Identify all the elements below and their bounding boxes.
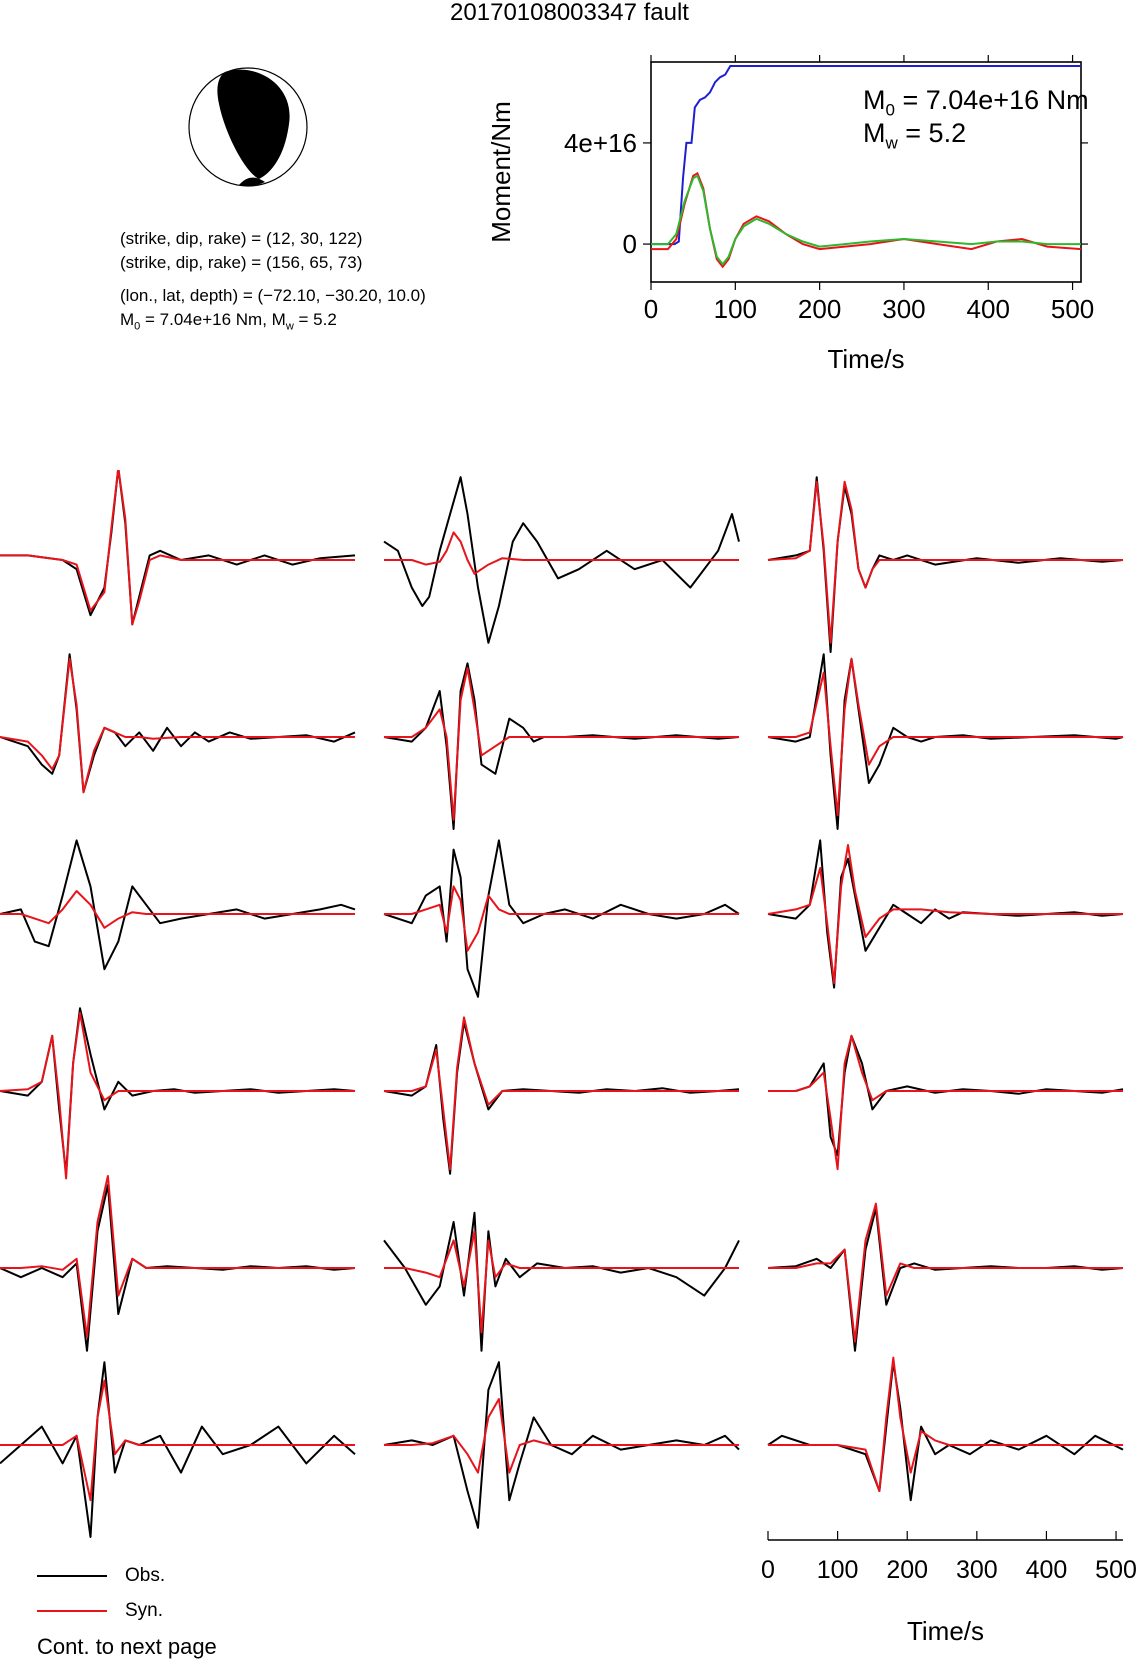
synthetic-trace xyxy=(384,1231,739,1332)
moment-series-rate xyxy=(651,176,1081,264)
nodal-plane-2: (strike, dip, rake) = (156, 65, 73) xyxy=(120,253,363,272)
moment-annotation-value: = 7.04e+16 Nm xyxy=(894,85,1089,115)
synthetic-trace xyxy=(0,1176,355,1337)
hypocenter: (lon., lat, depth) = (−72.10, −30.20, 10.0) xyxy=(120,286,426,305)
legend-syn-line xyxy=(37,1610,107,1612)
synthetic-trace xyxy=(768,1204,1123,1342)
observed-trace xyxy=(0,470,355,624)
legend-obs-line xyxy=(37,1575,107,1577)
observed-trace xyxy=(384,840,739,996)
magnitude-annotation-sub: w xyxy=(885,133,898,153)
y-axis-label: Moment/Nm xyxy=(486,101,516,243)
magnitude-annotation-m: M xyxy=(863,118,886,148)
synthetic-trace xyxy=(0,1381,355,1501)
synthetic-trace xyxy=(384,532,739,573)
y-tick-label: 4e+16 xyxy=(563,127,637,158)
synthetic-trace xyxy=(384,668,739,820)
observed-trace xyxy=(768,1362,1123,1500)
moment-summary xyxy=(120,310,337,336)
synthetic-trace xyxy=(0,470,355,624)
bottom-x-axis-label: Time/s xyxy=(906,1616,985,1646)
beachball xyxy=(185,64,311,190)
moment-summary-tail: = 5.2 xyxy=(293,310,337,329)
moment-summary-m: M xyxy=(120,310,135,329)
observed-trace xyxy=(0,654,355,792)
bottom-x-tick-label: 200 xyxy=(886,1556,929,1584)
observed-trace xyxy=(768,1208,1123,1351)
bottom-x-tick-label: 100 xyxy=(816,1556,859,1584)
moment-summary-subw: w xyxy=(285,320,294,333)
x-tick-label: 0 xyxy=(643,294,659,324)
observed-trace xyxy=(768,477,1123,652)
bottom-x-tick-label: 0 xyxy=(761,1556,775,1584)
observed-trace xyxy=(384,663,739,829)
synthetic-trace xyxy=(768,1358,1123,1491)
moment-summary-mid: = 7.04e+16 Nm, M xyxy=(140,310,286,329)
x-axis-label: Time/s xyxy=(827,344,905,374)
bottom-time-axis xyxy=(740,1530,1139,1661)
moment-summary-sub0: 0 xyxy=(134,320,141,333)
observed-trace xyxy=(0,1362,355,1537)
observed-trace xyxy=(384,1022,739,1174)
waveform-grid xyxy=(0,470,1139,1550)
y-tick-label: 0 xyxy=(622,229,637,260)
footer-note: Cont. to next page xyxy=(37,1634,217,1659)
bottom-x-tick-label: 300 xyxy=(955,1556,998,1584)
x-tick-label: 200 xyxy=(797,294,842,324)
synthetic-trace xyxy=(384,1399,739,1473)
nodal-plane-1: (strike, dip, rake) = (12, 30, 122) xyxy=(120,229,363,248)
observed-trace xyxy=(768,1036,1123,1156)
synthetic-trace xyxy=(768,659,1123,815)
moment-annotation-m: M xyxy=(863,85,886,115)
observed-trace xyxy=(384,1213,739,1351)
magnitude-annotation xyxy=(863,118,966,158)
synthetic-trace xyxy=(384,1017,739,1169)
x-tick-label: 300 xyxy=(882,294,926,324)
bottom-x-tick-label: 400 xyxy=(1025,1556,1068,1584)
x-tick-label: 500 xyxy=(1050,294,1095,324)
page-title: 20170108003347 fault xyxy=(450,0,689,26)
magnitude-annotation-value: = 5.2 xyxy=(897,118,967,148)
legend-obs-label: Obs. xyxy=(125,1565,166,1586)
synthetic-trace xyxy=(384,886,739,950)
moment-annotation-sub: 0 xyxy=(885,100,895,120)
synthetic-trace xyxy=(768,1036,1123,1169)
synthetic-trace xyxy=(0,1013,355,1179)
bottom-x-tick-label: 500 xyxy=(1095,1556,1137,1584)
observed-trace xyxy=(0,840,355,969)
synthetic-trace xyxy=(0,891,355,928)
x-tick-label: 100 xyxy=(713,294,758,324)
legend-syn-label: Syn. xyxy=(125,1600,164,1621)
x-tick-label: 400 xyxy=(966,294,1010,324)
